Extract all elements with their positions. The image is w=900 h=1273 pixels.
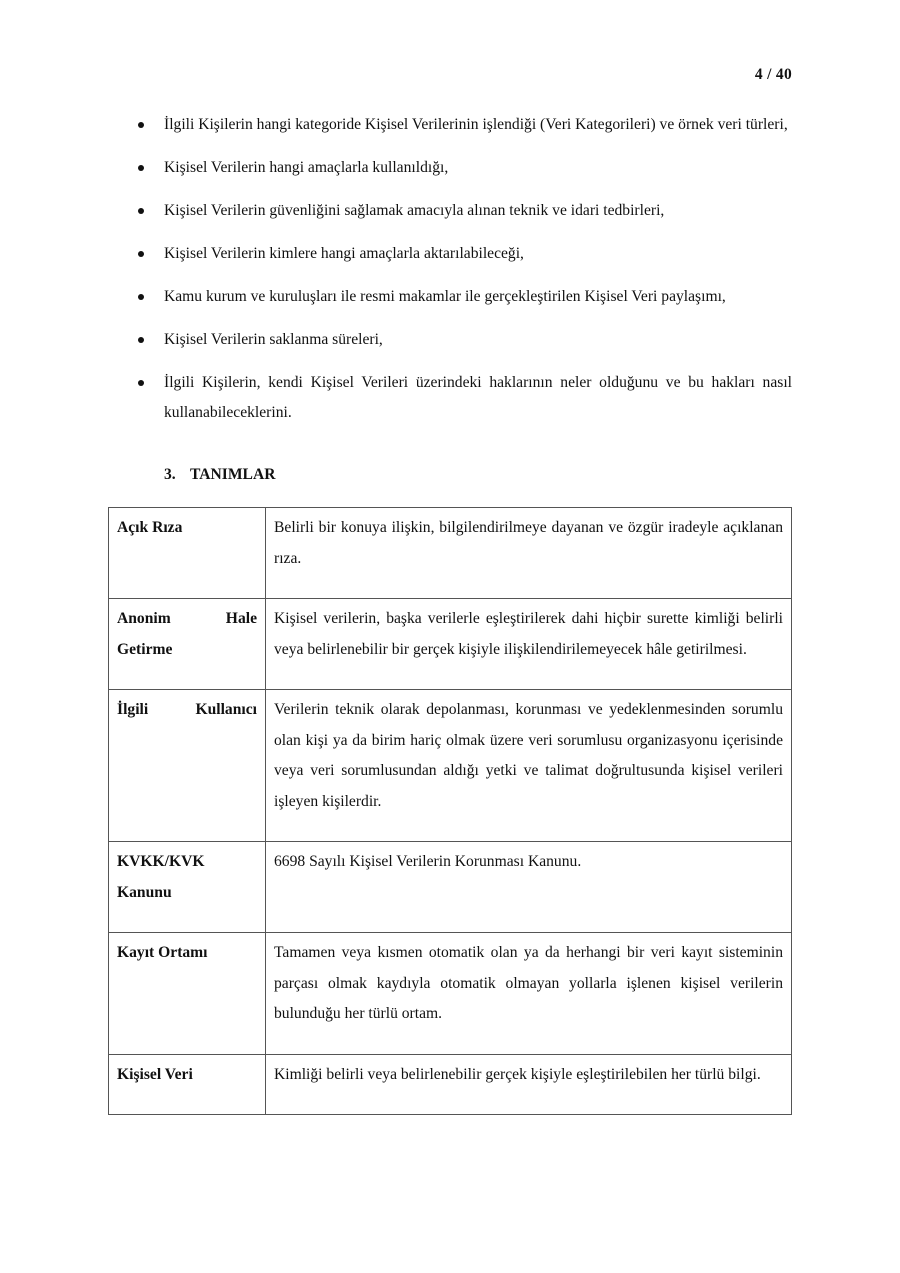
section-number: 3.: [164, 466, 176, 483]
definition-text: Tamamen veya kısmen otomatik olan ya da herhangi bir veri kayıt sisteminin parçası olmak kaydıyla otomatik olmayan yollarla işlenen kişisel verilerin bulunduğu her türlü ortam.: [266, 933, 792, 1055]
table-row: [109, 508, 792, 599]
bullet-icon: [138, 165, 144, 171]
table-row: [109, 690, 792, 842]
bullet-icon: [138, 380, 144, 386]
list-item: [108, 196, 792, 226]
list-item-text: Kişisel Verilerin güvenliğini sağlamak amacıyla alınan teknik ve idari tedbirleri,: [164, 202, 665, 219]
definition-text: Kişisel verilerin, başka verilerle eşleştirilerek dahi hiçbir surette kimliği belirli veya belirlenebilir bir gerçek kişiyle ilişkilendirilemeyecek hâle getirilmesi.: [266, 599, 792, 690]
list-item-text: Kişisel Verilerin saklanma süreleri,: [164, 331, 383, 348]
definition-text: Kimliği belirli veya belirlenebilir gerçek kişiyle eşleştirilebilen her türlü bilgi.: [266, 1054, 792, 1115]
definition-term: İlgili Kullanıcı: [109, 690, 266, 842]
list-item-text: İlgili Kişilerin, kendi Kişisel Verileri üzerindeki haklarının neler olduğunu ve bu hakları nasıl kullanabileceklerini.: [164, 374, 792, 421]
bullet-icon: [138, 337, 144, 343]
definition-term: Kayıt Ortamı: [109, 933, 266, 1055]
bullet-icon: [138, 208, 144, 214]
list-item-text: Kişisel Verilerin hangi amaçlarla kullanıldığı,: [164, 159, 449, 176]
section-heading: [164, 466, 275, 484]
table-row: [109, 1054, 792, 1115]
list-item: [108, 239, 792, 269]
list-item-text: Kişisel Verilerin kimlere hangi amaçlarla aktarılabileceği,: [164, 245, 524, 262]
bullet-icon: [138, 251, 144, 257]
definition-term: KVKK/KVK Kanunu: [109, 842, 266, 933]
list-item: [108, 110, 792, 140]
list-item-text: İlgili Kişilerin hangi kategoride Kişisel Verilerinin işlendiği (Veri Kategorileri) ve örnek veri türleri,: [164, 116, 788, 133]
definitions-table: [108, 507, 792, 1115]
definition-text: Verilerin teknik olarak depolanması, korunması ve yedeklenmesinden sorumlu olan kişi ya da birim hariç olmak üzere veri sorumlusu organizasyonu içerisinde veya veri sorumlusundan aldığı yetki ve talimat doğrultusunda kişisel verileri işleyen kişilerdir.: [266, 690, 792, 842]
list-item-text: Kamu kurum ve kuruluşları ile resmi makamlar ile gerçekleştirilen Kişisel Veri paylaşımı,: [164, 288, 726, 305]
purpose-bullet-list: [108, 110, 792, 441]
definition-text: Belirli bir konuya ilişkin, bilgilendirilmeye dayanan ve özgür iradeyle açıklanan rıza.: [266, 508, 792, 599]
definition-term: Kişisel Veri: [109, 1054, 266, 1115]
list-item: [108, 282, 792, 312]
table-row: [109, 842, 792, 933]
page-number: 4 / 40: [754, 66, 792, 83]
definition-term: Açık Rıza: [109, 508, 266, 599]
bullet-icon: [138, 294, 144, 300]
table-row: [109, 599, 792, 690]
list-item: [108, 368, 792, 428]
list-item: [108, 325, 792, 355]
list-item: [108, 153, 792, 183]
section-title: TANIMLAR: [190, 466, 276, 483]
bullet-icon: [138, 122, 144, 128]
definition-text: 6698 Sayılı Kişisel Verilerin Korunması Kanunu.: [266, 842, 792, 933]
table-row: [109, 933, 792, 1055]
definition-term: Anonim Hale Getirme: [109, 599, 266, 690]
